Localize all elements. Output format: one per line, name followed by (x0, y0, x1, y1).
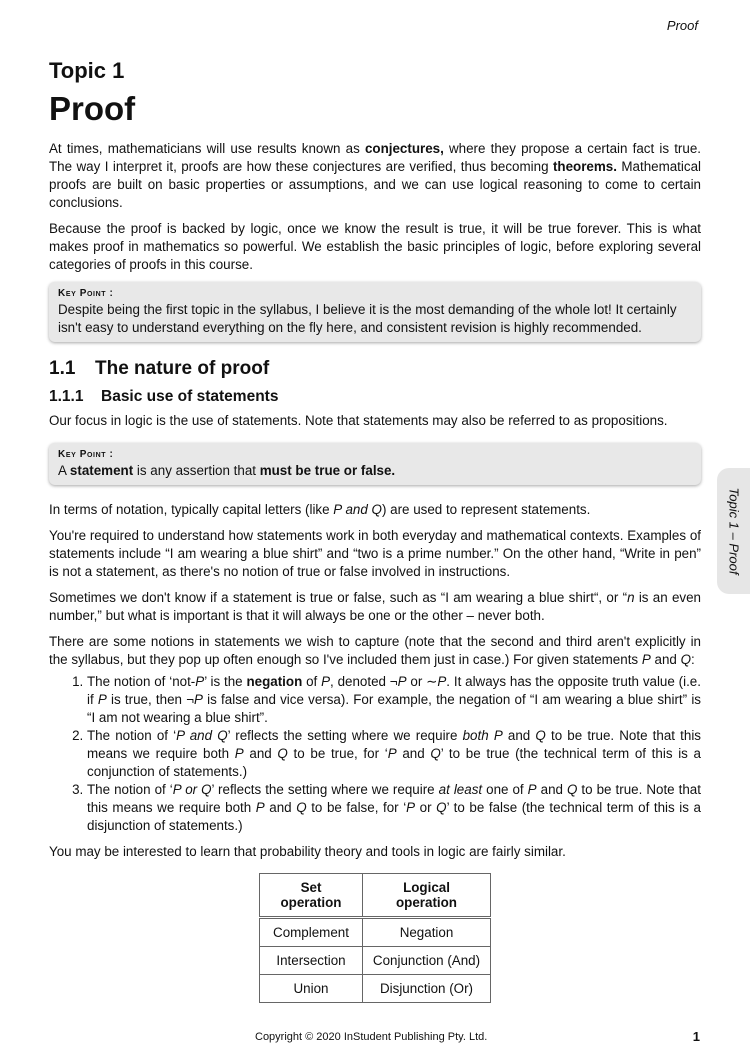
table-header-cell: Set operation (260, 874, 363, 918)
section-heading (49, 358, 701, 380)
list-item-negation: 1. The notion of ‘not-P’ is the negation of P, denoted ¬P or ∼P. It always has the opposite truth value (i.e. if P is true, then ¬P is false and vice versa). For example, the negation of “I am wearing a blue shirt” is “I am not wearing a blue shirt”. (87, 673, 701, 727)
running-head: Proof (666, 18, 698, 33)
notation-paragraph: In terms of notation, typically capital letters (like P and Q) are used to represent statements. (49, 502, 591, 517)
text-run: Mathematical proofs are built on basic properties or assumptions, and we can use logical reasoning to come to certain conclusions. (49, 159, 701, 210)
subsection-heading (49, 388, 701, 406)
closing-paragraph: You may be interested to learn that probability theory and tools in logic are fairly similar. (49, 844, 566, 859)
text-run: At times, mathematicians will use results known as (49, 141, 365, 156)
list-item-conjunction: 2. The notion of ‘P and Q’ reflects the setting where we require both P and Q to be true. Note that this means we require both P and Q to be true, for ‘P and Q’ to be true (the technical term of this is a conjunction of statements.) (87, 727, 701, 781)
text-run: where they propose a certain fact is true. The way I interpret it, proofs are how these conjectures are verified, thus becoming (49, 141, 701, 174)
table-row (260, 947, 491, 975)
table-cell: Intersection (260, 947, 363, 975)
intro-paragraph-1 (49, 140, 701, 212)
operations-table (259, 873, 491, 1003)
term-conjectures: conjectures, (364, 141, 444, 156)
key-point-label: Key Point : (58, 449, 114, 460)
copyright-text: Copyright © 2020 InStudent Publishing Pty. Ltd. (255, 1031, 488, 1043)
sometimes-paragraph: Sometimes we don't know if a statement is true or false, such as “I am wearing a blue shirt“, or “n is an even number,” but what is important is that it will always be one or the other – never both. (49, 590, 702, 623)
key-point-box-statement (49, 443, 701, 485)
key-point-box (49, 282, 701, 342)
page-title: Proof (49, 90, 136, 127)
topic-label: Topic 1 (49, 58, 125, 83)
table-cell: Disjunction (Or) (363, 975, 491, 1003)
table-header-cell: Logical operation (363, 874, 491, 918)
key-point-label: Key Point : (58, 288, 114, 299)
side-tab-label: Topic 1 – Proof (726, 487, 741, 575)
side-tab (717, 468, 750, 594)
table-row (260, 918, 491, 947)
table-cell: Union (260, 975, 363, 1003)
table-row (260, 975, 491, 1003)
page-number: 1 (692, 1029, 700, 1044)
key-point-text: Despite being the first topic in the syllabus, I believe it is the most demanding of the whole lot! It certainly isn't easy to understand everything on the fly here, and consistent revision is highly recommended. (58, 302, 677, 335)
notions-list (49, 673, 701, 835)
examples-paragraph: You're required to understand how statements work in both everyday and mathematical contexts. Examples of statements include “I am wearing a blue shirt” and “two is a prime number.” On the other hand, “Write in pen” is not a statement, as there's no notion of true or false involved in instructions. (49, 528, 701, 579)
term-theorems: theorems. (552, 159, 617, 174)
focus-paragraph: Our focus in logic is the use of statements. Note that statements may also be referred to as propositions. (49, 413, 668, 428)
subsection-title: Basic use of statements (101, 388, 279, 405)
intro-paragraph-2: Because the proof is backed by logic, once we know the result is true, it will be true forever. This is what makes proof in mathematics so powerful. We establish the basic principles of logic, before exploring several categories of proofs in this course. (49, 221, 701, 272)
table-cell: Negation (363, 918, 491, 947)
table-cell: Conjunction (And) (363, 947, 491, 975)
main-content (49, 58, 701, 1003)
section-number: 1.1 (49, 358, 76, 379)
section-title: The nature of proof (95, 358, 270, 379)
list-item-disjunction: 3. The notion of ‘P or Q’ reflects the setting where we require at least one of P and Q to be true. Note that this means we require both P and Q to be false, for ‘P or Q’ to be false (the technical term of this is a disjunction of statements.) (87, 781, 701, 835)
key-point-text: A statement is any assertion that must be true or false. (58, 463, 396, 478)
subsection-number: 1.1.1 (49, 388, 84, 405)
table-cell: Complement (260, 918, 363, 947)
notions-paragraph: There are some notions in statements we wish to capture (note that the second and third aren't explicitly in the syllabus, but they pop up often enough so I've included them just in case.) For given statements P and Q: (49, 634, 701, 667)
table-header-row (260, 874, 491, 918)
